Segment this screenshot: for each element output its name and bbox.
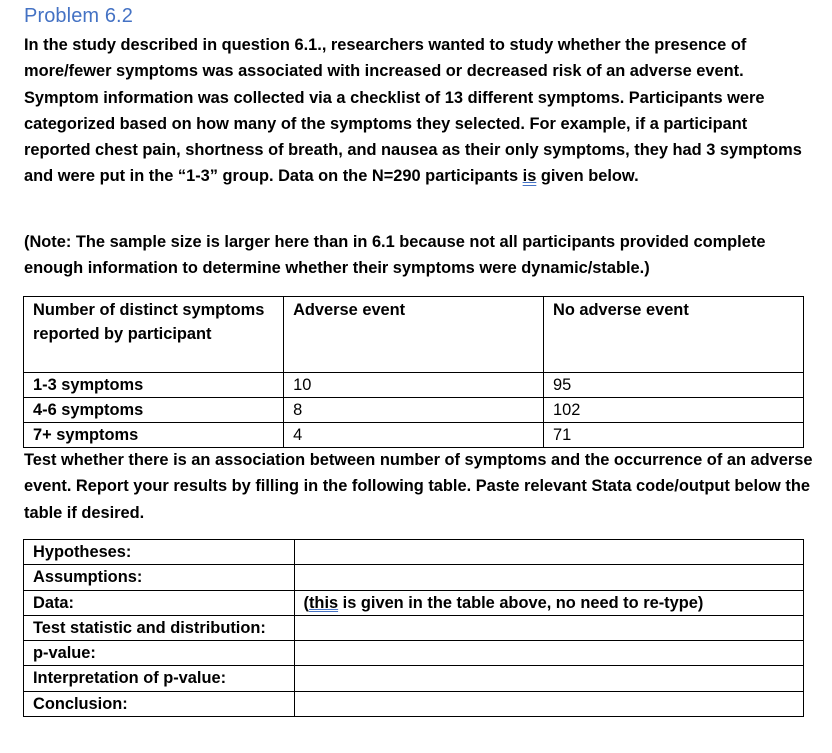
- answer-label: Conclusion:: [24, 691, 295, 716]
- grammar-flag-is[interactable]: is: [522, 167, 537, 186]
- row-label: 7+ symptoms: [24, 423, 284, 448]
- answer-label: Data:: [24, 590, 295, 615]
- row-label: 1-3 symptoms: [24, 373, 284, 398]
- answer-row-test-statistic: [24, 615, 804, 640]
- answer-label: Interpretation of p-value:: [24, 666, 295, 691]
- instructions-paragraph: Test whether there is an association between number of symptoms and the occurrence of an adverse event. Report your results by filling in the following table. Paste relevant Stata code/output below the table if desired.: [24, 451, 813, 522]
- table-header-row: [24, 297, 804, 373]
- answer-cell-assumptions[interactable]: [294, 565, 804, 590]
- answer-label: Hypotheses:: [24, 540, 295, 565]
- answer-cell-interpretation[interactable]: [294, 666, 804, 691]
- answer-table: [23, 539, 804, 717]
- symptom-data-table: [23, 296, 804, 448]
- note-paragraph: (Note: The sample size is larger here than in 6.1 because not all participants provided complete enough information to determine whether their symptoms were dynamic/stable.): [24, 233, 766, 278]
- no-adverse-count: 71: [544, 423, 804, 448]
- intro-paragraph: [24, 32, 814, 190]
- data-note-suffix: is given in the table above, no need to re-type): [338, 593, 704, 612]
- header-no-adverse-event: No adverse event: [544, 297, 804, 373]
- answer-cell-conclusion[interactable]: [294, 691, 804, 716]
- answer-row-hypotheses: [24, 540, 804, 565]
- data-note-prefix: (: [303, 593, 309, 612]
- grammar-flag-this[interactable]: this: [308, 593, 339, 612]
- answer-cell-data[interactable]: [294, 590, 804, 615]
- adverse-count: 10: [284, 373, 544, 398]
- table-row: [24, 373, 804, 398]
- problem-title: Problem 6.2: [24, 5, 133, 27]
- no-adverse-count: 102: [544, 398, 804, 423]
- answer-cell-test-statistic[interactable]: [294, 615, 804, 640]
- adverse-count: 8: [284, 398, 544, 423]
- answer-row-interpretation: [24, 666, 804, 691]
- row-label: 4-6 symptoms: [24, 398, 284, 423]
- intro-text: In the study described in question 6.1., researchers wanted to study whether the presence of more/fewer symptoms was associated with increased or decreased risk of an adverse event. Symptom information was collected via a checklist of 13 different symptoms. Participants were categorized based on how many of the symptoms they selected. For example, if a participant reported chest pain, shortness of breath, and nausea as their only symptoms, they had 3 symptoms and were put in the “1-3” group. Data on the N=290 participants: [24, 36, 802, 186]
- answer-label: p-value:: [24, 641, 295, 666]
- header-symptom-count: Number of distinct symptoms reported by participant: [24, 297, 284, 373]
- answer-row-assumptions: [24, 565, 804, 590]
- answer-cell-p-value[interactable]: [294, 641, 804, 666]
- answer-label: Assumptions:: [24, 565, 295, 590]
- no-adverse-count: 95: [544, 373, 804, 398]
- intro-text-end: given below.: [536, 167, 639, 186]
- answer-cell-hypotheses[interactable]: [294, 540, 804, 565]
- answer-row-p-value: [24, 641, 804, 666]
- table-row: [24, 423, 804, 448]
- answer-row-data: [24, 590, 804, 615]
- adverse-count: 4: [284, 423, 544, 448]
- table-row: [24, 398, 804, 423]
- header-adverse-event: Adverse event: [284, 297, 544, 373]
- answer-row-conclusion: [24, 691, 804, 716]
- answer-label: Test statistic and distribution:: [24, 615, 295, 640]
